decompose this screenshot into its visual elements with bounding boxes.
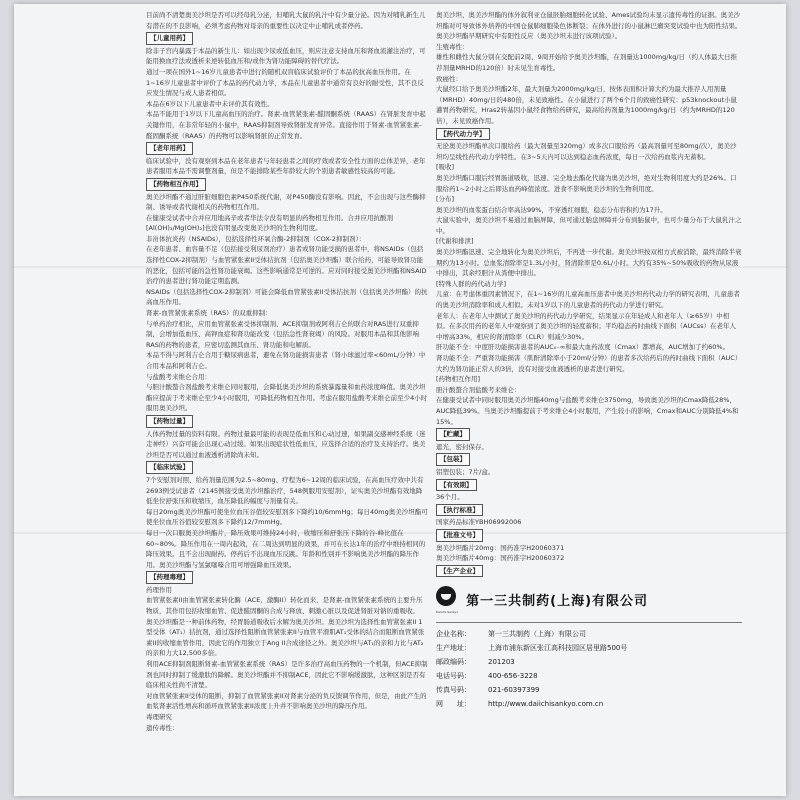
paragraph: 在老年患者、血容量不足（包括接受利尿剂治疗）患者或肾功能受损的患者中，将NSAIDs（包括选择性COX-2抑制剂）与血管紧张素II受体拮抗剂（包括奥美沙坦酯）联合给药，可能导致肾功能的恶化，包括可能的急性肾功能衰竭。这些影响通常是可逆的。应对同时接受奥美沙坦酯和NSAID治疗的患者进行肾功能定期监测。 [146,245,427,286]
section-heading: 【执行标准】 [436,504,483,517]
paragraph: 每日20mg奥美沙坦酯可使坐位血压谷值较安慰剂多下降约10/6mmHg；每日40mg奥美沙坦酯可使坐位血压谷值较安慰剂多下降约12/7mmHg。 [146,507,428,527]
paragraph: 肾功能不全：严重肾功能损害（肌酐清除率小于20ml/分钟）的患者多次给药后的药时曲线下面积（AUC）大约为肾功能正常人的3倍，没有对接受血液透析的患者进行研究。 [436,354,742,373]
section-heading: 【临床试验】 [146,461,193,474]
manufacturer-row [436,641,742,655]
paragraph: 致癌性： [436,74,462,83]
section-heading-row [146,177,428,192]
company-name-large: 第一三共制药(上海)有限公司 [466,593,649,609]
paragraph: 无论奥美沙坦酯单次口服给药（最大剂量至320mg）或多次口服给药（最高剂量可至80mg/次），奥美沙坦均呈线性药代动力学特性。在3~5天内可以达到稳态血药浓度，每日一次给药血浆内无蓄积。 [436,142,737,161]
section-heading-row [436,452,742,467]
manufacturer-field-value: 第一三共制药（上海）有限公司 [488,629,586,638]
section-heading-row [436,478,742,493]
paragraph: 非甾体抗炎药（NSAIDs），包括选择性环氧合酶-2抑制剂（COX-2抑制剂）： [146,234,366,243]
paragraph: 临床试验中，没有观察到本品在老年患者与年轻患者之间的疗效或者安全性方面的总体差异，老年患者服用本品不需调整剂量，但是不能排除某些年龄较大的个别患者敏感性较高的可能。 [146,156,426,176]
section-heading: 【药代动力学】 [436,128,490,141]
section-heading: 【有效期】 [436,479,477,492]
paragraph: 通过一项在国外1~16岁儿童患者中进行的随机双盲临床试验评价了本品的抗高血压作用。在1~16岁儿童患者中评价了本品的药代动力学，本品在儿童患者中通常有良好的耐受性，其不良反应发生情况与成人患者相似。 [146,67,424,98]
paragraph: 药理作用 [146,585,172,594]
manufacturer-field-label: 电话号码： [436,671,471,680]
paragraph: 肝功能不全：中度肝功能损害患者的AUC₀₋∞和最大血药浓度（Cmax）都增高，AUC增加了约60%。 [436,343,730,352]
banner-divider [436,622,742,623]
paragraph: 奥美沙坦的血浆蛋白结合率高达99%，不穿透红细胞，稳态分布容积约为17升。 [436,205,667,214]
company-logo [436,586,458,618]
section-heading: 【包装】 [436,453,470,466]
paragraph: 本品不能用于1岁以下儿童高血压的治疗。肾素-血管紧张素-醛固酮系统（RAAS）在肾脏发育中起关键作用，在非常年轻的小鼠中，RAAS抑制剂导致肾脏发育异常。直接作用于肾素-血管紧张素-醛固酮系统（RAAS）的药物可以影响肾脏的正常发育。 [146,110,426,140]
section-heading: 【药理毒理】 [146,571,193,584]
manufacturer-row [436,627,742,641]
section-heading-row [146,460,428,475]
left-text-column [146,10,428,790]
manufacturer-field-label: 传真号码： [436,685,471,694]
paragraph: 对血管紧张素II受体的阻断，抑制了血管紧张素II对肾素分泌的负反馈调节作用，但是，由此产生的血浆肾素活性增高和循环血管紧张素II浓度上升并不影响奥美沙坦的降压作用。 [146,691,427,711]
section-heading-row [146,31,428,46]
paragraph: 本品不得与阿利吉仑合用于糖尿病患者，避免在肾功能损害患者（肾小球滤过率<60mL/分钟）中合用本品和阿利吉仑。 [146,351,426,370]
paragraph: 生殖毒性： [436,42,469,51]
section-heading-row [436,127,742,142]
right-text-flow [436,10,742,578]
manufacturer-field-value: 021-60397399 [488,685,540,694]
paragraph: 奥美沙坦、奥美沙坦酯的体外叙利亚仓鼠胚胎细胞转化试验、Ames试验均未显示遗传毒性的证据。奥美沙坦酯对可导致体外培养的中国仓鼠肺细胞染色体断裂；在体外进行的小鼠淋巴瘤突变试验中也为阳性结果。奥美沙坦酯早期研究中有阳性反应（奥美沙坦未进行该项试验）。 [436,11,742,41]
paragraph: 奥美沙坦酯片40mg：国药准字H20060372 [436,554,565,563]
paragraph: [药物相互作用] [436,375,481,384]
paragraph: 利用ACE抑制剂阻断肾素-血管紧张素系统（RAS）是许多治疗高血压药物的一个机制，但ACE抑制剂也同时抑制了缓激肽的降解。奥美沙坦酯并不抑制ACE，因此它不影响缓激肽，这种区别是否有临床相关性尚不清楚。 [146,660,428,690]
section-heading: 【生产企业】 [436,565,483,578]
paragraph: 与单药治疗相比，应用血管紧张素受体抑制剂、ACE抑制剂或阿利吉仑的联合对RAS进行双重抑制，会增加低血压、高钾血症和肾功能改变（包括急性肾衰竭）的风险。对服用本品和其他影响RAS的药物的患者，应密切监测其血压、肾功能和电解质。 [146,319,419,349]
paragraph: 奥美沙坦酯是一种前体药物，经胃肠道吸收后水解为奥美沙坦。奥美沙坦为选择性血管紧张素II 1型受体（AT₁）拮抗剂，通过选择性阻断血管紧张素II与血管平滑肌AT₁受体的结合而阻断血管紧张素II的收缩血管作用，因此它的作用独立于Ang II合成途径之外。奥美沙坦与AT₁的亲和力比与AT₂的亲和力大12,500多倍。 [146,617,425,658]
manufacturer-field-value: 400-656-3228 [488,671,538,680]
manufacturer-details [436,627,742,711]
paragraph: 铝塑包装；7片/盒。 [436,467,495,476]
paragraph: 奥美沙坦酯片20mg：国药准字H20060371 [436,543,565,552]
paragraph: 与盐酸考来维仑合用： [146,372,211,381]
paragraph: 胆汁酸螯合剂盐酸考来维仑： [436,385,521,394]
section-heading-row [436,528,742,543]
manufacturer-row [436,655,742,669]
paragraph: 除非子宫内暴露于本品的新生儿：如出现少尿或低血压，则应注意支持血压和肾血流灌注治疗，可能用换血疗法或透析来逆转低血压和/或作为肾功能障碍的替代疗法。 [146,46,426,66]
paragraph: [代谢和排泄] [436,237,474,246]
section-heading-row [146,570,428,585]
section-heading: 【贮藏】 [436,428,470,441]
paragraph: 儿童：在考虑体重因素情况下，在1~16岁的儿童高血压患者中奥美沙坦药代动力学的研究表明，儿童患者的奥美沙坦消除率和成人相似。未对1岁以下的儿童患者的药代动力学进行研究。 [436,290,740,310]
manufacturer-row [436,669,742,683]
manufacturer-row [436,683,742,697]
section-heading: 【批准文号】 [436,529,483,542]
paragraph: 奥美沙坦酯不通过肝脏细胞色素P450系统代谢，对P450酶没有影响。因此，不会出现与这些酶抑制、诱导或者代谢相关的药物相互作用。 [146,192,426,212]
paragraph: 遗传毒性： [146,723,179,732]
paragraph: 老年人：在老年人中测试了奥美沙坦的药代动力学研究，结果显示在年轻成人和老年人（≥65岁）中相似。在多次用药的老年人中观察到了奥美沙坦的轻度蓄积；平均稳态药时曲线下面积（AUCss）在老年人中增高33%，相应的肾清除率（CLR）则减少30%。 [436,311,737,341]
paragraph: 在健康受试者中合并应用地高辛或者华法令没有明显的药物相互作用。合并应用抗酸剂[Al(OH)₃/Mg(OH)₂]也没有明显改变奥美沙坦的生物利用度。 [146,213,393,233]
section-heading-row [436,427,742,442]
company-banner [436,586,742,618]
section-heading-row [436,564,742,579]
package-insert-sheet [14,4,786,796]
paragraph: 肾素-血管紧张素系统（RAS）的双重抑制： [146,309,272,318]
manufacturer-field-label: 企业名称： [436,629,471,638]
paragraph: 血管紧张素II由血管紧张素转化酶（ACE，激酶II）转化而来，是肾素-血管紧张素系统的主要升压物质，其作用包括收缩血管、促进醛固酮的合成与释放、刺激心脏以及促进肾脏对钠的重吸收。 [146,596,423,616]
paragraph: 遮光，密封保存。 [436,442,488,451]
paragraph: 毒理研究 [146,713,172,721]
section-heading: 【药物相互作用】 [146,178,206,191]
section-heading: 【药物过量】 [146,415,193,428]
paragraph: 奥美沙坦酯迅速、完全地转化为奥美沙坦后，不再进一步代谢。奥美沙坦按双相方式被消除，最终消除半衰期约为13小时。总血浆清除率是1.3L/小时，肾清除率是0.6L/小时。大约有35%~50%吸收的药物从尿液中排出，其余经胆汁从粪便中排出。 [436,248,742,278]
paragraph: 36个月。 [436,493,464,502]
paragraph: 每日一次口服奥美沙坦酯片，降压效果可维持24小时，收缩压和舒张压下降的谷-峰比值在60~80%。降压作用在一周内起效，在二周达到明显的效果，并可在长达1年的治疗中维持相同的降压效果。且不会出现耐药。停药后不出现血压反跳。年龄和性别并不影响奥美沙坦酯的降压作用。奥美沙坦酯与氢氯噻嗪合用可增强降血压效果。 [146,528,426,569]
paragraph: 大鼠经口给予奥美沙坦酯2年，最大剂量为2000mg/kg/日，按体表面积计算大约为最大推荐人用剂量（MRHD）40mg/日的480倍，未见致癌性。在小鼠进行了两个6个月的致癌性研究：p53knockout小鼠灌胃药物研究，Hras2转基因小鼠经食物给药研究，最高给药剂量为1000mg/kg/日（约为MRHD的120倍），未见致癌作用。 [436,85,737,125]
paragraph: 雄性和雌性大鼠分别在交配前2周、9周开始给予奥美沙坦酯，在剂量达1000mg/kg/日（约人体最大日推荐剂量MRHD的120倍）时未见生育毒性。 [436,53,738,72]
manufacturer-field-label: 邮政编码： [436,657,471,666]
section-heading-row [146,141,428,156]
manufacturer-field-value: http://www.daiichisankyo.com.cn [488,699,604,708]
logo-caption: Daiichi-Sankyo [436,610,459,615]
paragraph: 7个安慰剂对照、给药剂量范围为2.5~80mg、疗程为6~12周的临床试验，在高血压疗效中共有2693例受试患者（2145例接受奥美沙坦酯治疗，548例服用安慰剂），证实奥美沙坦酯有效地降低坐位舒张压和收缩压，血压降低的幅度与剂量有关。 [146,475,424,506]
manufacturer-field-label: 网 址： [436,699,471,708]
paragraph: 国家药品标准YBH06992006 [436,518,522,527]
manufacturer-field-value: 201203 [488,657,515,666]
manufacturer-field-value: 上海市浦东新区张江高科技园区居里路500号 [488,643,628,652]
paragraph: 目前尚不清楚奥美沙坦是否可以经母乳分泌，但哺乳大鼠的乳汁中有少量分泌。因为对哺乳新生儿有潜在的不良影响，必须考虑药物对母亲的重要性以决定中止哺乳或者停药。 [146,11,426,30]
paragraph: [分布] [436,195,455,204]
section-heading-row [436,503,742,518]
section-heading-row [146,414,428,429]
manufacturer-row [436,697,742,711]
paragraph: [特殊人群的药代动力学] [436,279,507,288]
paragraph: 人体药物过量的资料有限。药物过量最可能的表现是低血压和心动过速，如果副交感神经系统（迷走神经）兴奋可能会出现心动过缓。如果出现症状性低血压，应选择合适的治疗及支持治疗。奥美沙坦是否可以通过血液透析清除尚未知。 [146,429,426,459]
paragraph: 大鼠实验中，奥美沙坦不易通过血脑屏障，但可通过胎盘屏障并分布到胎鼠中，也可少量分布于大鼠乳汁之中。 [436,216,742,235]
paragraph: [吸收] [436,163,455,172]
paragraph: 与胆汁酸螯合剂盐酸考来维仑同时服用，会降低奥美沙坦的系统暴露量和血药浓度峰值。奥美沙坦酯应提前于考来维仑至少4小时服用，可降低药物相互作用。考虑在服用盐酸考来维仑前至少4小时服用奥美沙坦。 [146,383,428,413]
section-heading: 【儿童用药】 [146,32,193,45]
paragraph: NSAIDs（包括选择性COX-2抑制剂）可能会降低血管紧张素II受体拮抗剂（包括奥美沙坦酯）的抗高血压作用。 [146,287,428,307]
paragraph: 本品在6岁以下儿童患者中未评价其有效性。 [146,99,274,108]
daiichi-sankyo-logo-icon [436,586,456,606]
paragraph: 在健康受试者中同时服用奥美沙坦酯40mg与盐酸考来维仑3750mg，导致奥美沙坦的Cmax降低28%，AUC降低39%。当奥美沙坦酯提前于考来维仑4小时服用，产生较小的影响，Cmax和AUC分别降低4%和15%。 [436,396,739,426]
paragraph: 奥美沙坦酯口服后经胃肠道吸收，迅速、完全地去酯化代谢为奥美沙坦，绝对生物利用度大约是26%。口服给药1~2小时之后即达血药峰值浓度。进食不影响奥美沙坦的生物利用度。 [436,173,737,193]
section-heading: 【老年用药】 [146,142,193,155]
right-text-column [436,10,742,790]
manufacturer-field-label: 生产地址： [436,643,471,652]
